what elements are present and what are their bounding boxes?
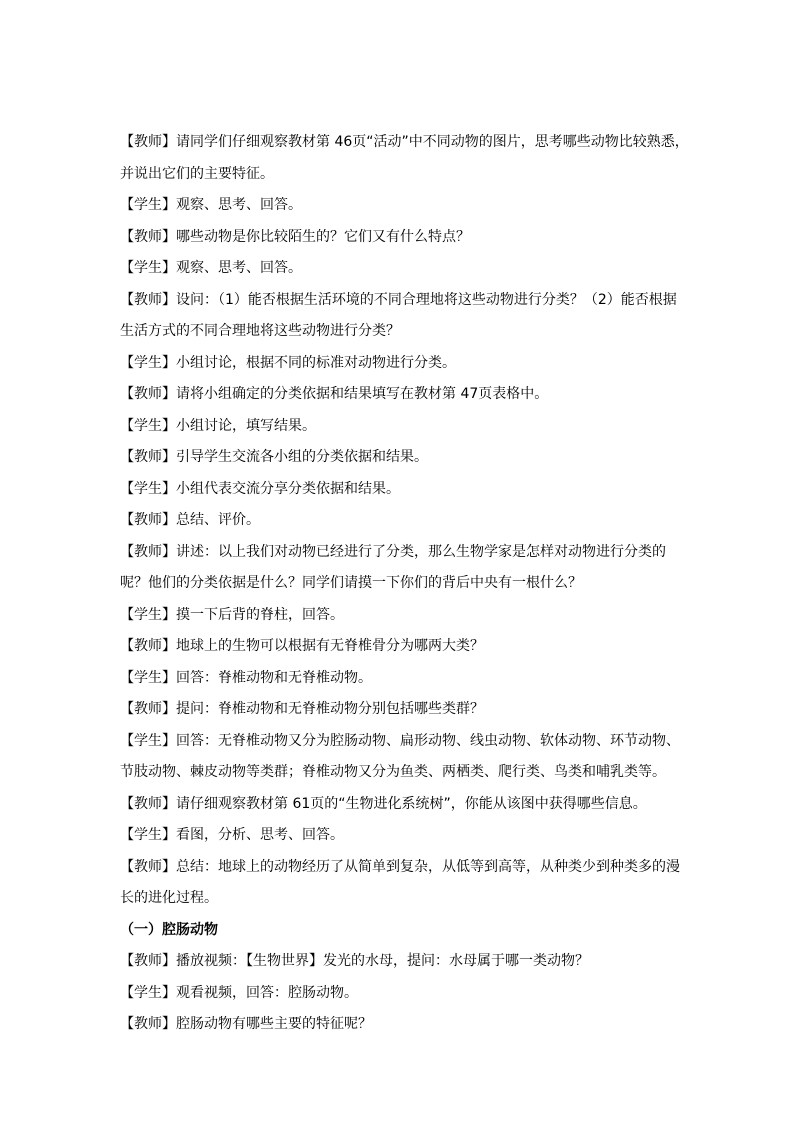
document-body [120, 127, 690, 1041]
section-heading: （一）腔肠动物 [120, 921, 218, 938]
paragraph: 【教师】地球上的生物可以根据有无脊椎骨分为哪两大类？ [120, 638, 484, 654]
paragraph: 【学生】小组讨论，根据不同的标准对动物进行分类。 [120, 354, 456, 371]
paragraph: 【学生】回答：脊椎动物和无脊椎动物。 [120, 669, 372, 686]
paragraph: 【教师】总结：地球上的动物经历了从简单到复杂，从低等到高等，从种类少到种类多的漫长的进化过程。 [120, 858, 680, 906]
paragraph: 【教师】提问：脊椎动物和无脊椎动物分别包括哪些类群？ [120, 701, 484, 717]
paragraph: 【学生】看图，分析、思考、回答。 [120, 827, 344, 843]
paragraph: 【学生】小组代表交流分享分类依据和结果。 [120, 480, 400, 497]
paragraph: 【教师】播放视频：【生物世界】发光的水母，提问：水母属于哪一类动物？ [120, 953, 589, 969]
paragraph: 【学生】摸一下后背的脊柱，回答。 [120, 606, 344, 623]
paragraph: 【教师】哪些动物是你比较陌生的？它们又有什么特点？ [120, 228, 470, 245]
paragraph: 【教师】总结、评价。 [120, 512, 260, 528]
paragraph: 【教师】请将小组确定的分类依据和结果填写在教材第 47页表格中。 [120, 386, 549, 402]
paragraph: 【学生】观看视频，回答：腔肠动物。 [120, 984, 358, 1001]
paragraph: 【学生】小组讨论，填写结果。 [120, 417, 316, 434]
paragraph: 【教师】引导学生交流各小组的分类依据和结果。 [120, 449, 428, 465]
paragraph: 【学生】回答：无脊椎动物又分为腔肠动物、扁形动物、线虫动物、软体动物、环节动物、节肢动物、棘皮动物等类群；脊椎动物又分为鱼类、两栖类、爬行类、鸟类和哺乳类等。 [120, 732, 680, 780]
paragraph: 【学生】观察、思考、回答。 [120, 197, 302, 213]
paragraph: 【教师】请仔细观察教材第 61页的“生物进化系统树”，你能从该图中获得哪些信息。 [120, 795, 647, 812]
paragraph: 【教师】讲述：以上我们对动物已经进行了分类，那么生物学家是怎样对动物进行分类的呢？他们的分类依据是什么？同学们请摸一下你们的背后中央有一根什么？ [120, 543, 666, 591]
paragraph: 【教师】腔肠动物有哪些主要的特征呢？ [120, 1016, 372, 1032]
paragraph: 【学生】观察、思考、回答。 [120, 260, 302, 276]
paragraph: 【教师】设问：（1）能否根据生活环境的不同合理地将这些动物进行分类？（2）能否根据生活方式的不同合理地将这些动物进行分类？ [120, 291, 677, 339]
paragraph: 【教师】请同学们仔细观察教材第 46页“活动”中不同动物的图片，思考哪些动物比较熟悉，并说出它们的主要特征。 [120, 134, 689, 182]
